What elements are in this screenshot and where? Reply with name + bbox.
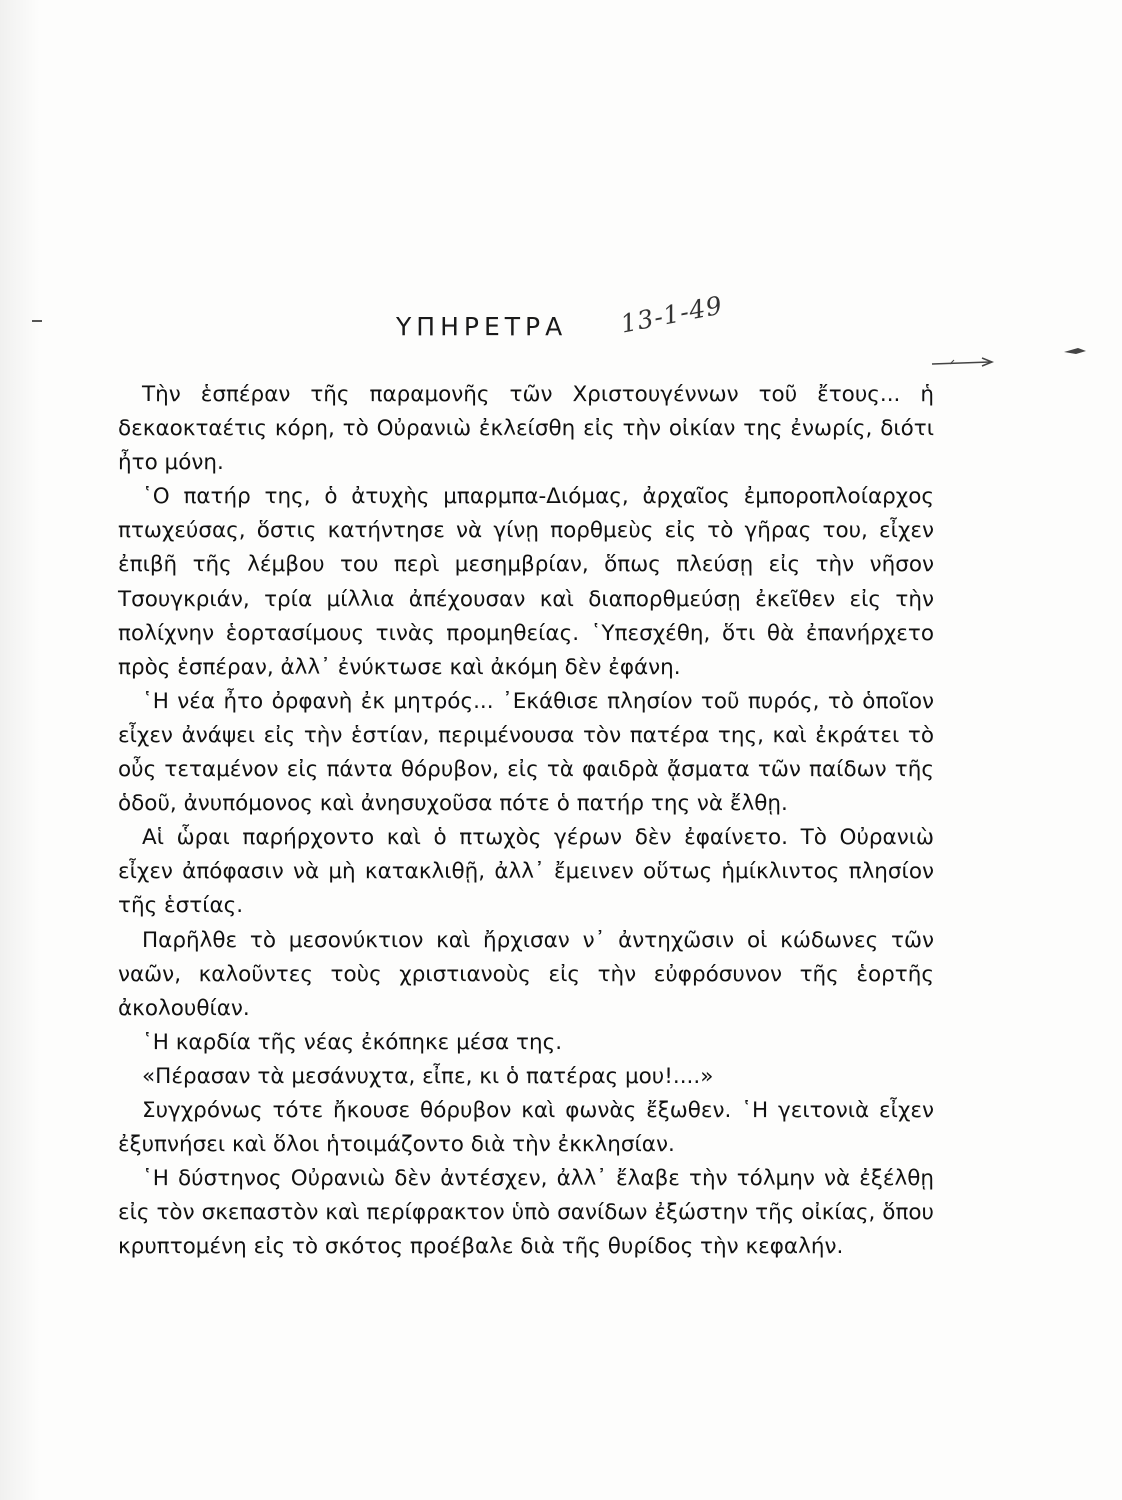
handwritten-date: 13-1-49 — [618, 290, 726, 339]
paragraph: ῾Η δύστηνος Οὐρανιὼ δὲν ἀντέσχεν, ἀλλ᾿ ἔλαβε τὴν τόλμην νὰ ἐξέλθῃ εἰς τὸν σκεπαστὸν καὶ περίφρακτον ὑπὸ σανίδων ἐξώστην τῆς οἰκίας, ὅπου κρυπτομένη εἰς τὸ σκότος προέβαλε διὰ τῆς θυρίδος τὴν κεφαλήν. — [118, 1166, 934, 1260]
paragraph: Τὴν ἑσπέραν τῆς παραμονῆς τῶν Χριστουγέννων τοῦ ἔτους... ἡ δεκαοκταέτις κόρη, τὸ Οὐρανιὼ ἐκλείσθη εἰς τὴν οἰκίαν της ἐνωρίς, διότι ἦτο μόνη. — [118, 382, 934, 476]
title-row — [380, 290, 900, 370]
paragraph: ῾Η νέα ἦτο ὀρφανὴ ἐκ μητρός... ᾿Εκάθισε πλησίον τοῦ πυρός, τὸ ὁποῖον εἶχεν ἀνάψει εἰς τὴν ἑστίαν, περιμένουσα τὸν πατέρα της, καὶ ἐκράτει τὸ οὖς τεταμένον εἰς πάντα θόρυβον, εἰς τὰ φαιδρὰ ᾄσματα τῶν παίδων τῆς ὁδοῦ, ἀνυπόμονος καὶ ἀνησυχοῦσα πότε ὁ πατήρ της νὰ ἔλθῃ. — [118, 688, 934, 817]
margin-mark — [32, 320, 42, 322]
paragraph: «Πέρασαν τὰ μεσάνυχτα, εἶπε, κι ὁ πατέρας μου!....» — [142, 1063, 714, 1089]
pencil-arrow-mark — [930, 352, 1010, 372]
paragraph: ῾Ο πατήρ της, ὁ ἀτυχὴς μπαρμπα-Διόμας, ἀρχαῖος ἐμποροπλοίαρχος πτωχεύσας, ὅστις κατήντησε νὰ γίνῃ πορθμεὺς εἰς τὸ γῆρας του, εἶχεν ἐπιβῆ τῆς λέμβου του περὶ μεσημβρίαν, ὅπως πλεύσῃ εἰς τὴν νῆσον Τσουγκριάν, τρία μίλλια ἀπέχουσαν καὶ διαπορθμεύσῃ ἐκεῖθεν εἰς τὴν πολίχνην ἑορτασίμους τινὰς προμηθείας. ῾Υπεσχέθη, ὅτι θὰ ἐπανήρχετο πρὸς ἑσπέραν, ἀλλ᾿ ἐνύκτωσε καὶ ἀκόμη δὲν ἐφάνη. — [118, 484, 934, 680]
binding-shadow — [0, 0, 40, 1500]
paragraph: Αἱ ὧραι παρήρχοντο καὶ ὁ πτωχὸς γέρων δὲν ἐφαίνετο. Τὸ Οὐρανιὼ εἶχεν ἀπόφασιν νὰ μὴ κατακλιθῇ, ἀλλ᾿ ἔμεινεν οὕτως ἡμίκλιντος πλησίον τῆς ἑστίας. — [118, 825, 934, 919]
page-title: ΥΠΗΡΕΤΡΑ — [396, 312, 568, 341]
paragraph: Συγχρόνως τότε ἤκουσε θόρυβον καὶ φωνὰς ἔξωθεν. ῾Η γειτονιὰ εἶχεν ἐξυπνήσει καὶ ὅλοι ἡτοιμάζοντο διὰ τὴν ἐκκλησίαν. — [118, 1097, 934, 1158]
paragraph: Παρῆλθε τὸ μεσονύκτιον καὶ ἤρχισαν ν᾿ ἀντηχῶσιν οἱ κώδωνες τῶν ναῶν, καλοῦντες τοὺς χριστιανοὺς εἰς τὴν εὐφρόσυνον τῆς ἑορτῆς ἀκολουθίαν. — [118, 927, 934, 1021]
pencil-scribble-mark — [1060, 342, 1090, 358]
story-text — [118, 378, 934, 1264]
paragraph: ῾Η καρδία τῆς νέας ἐκόπηκε μέσα της. — [142, 1029, 563, 1055]
